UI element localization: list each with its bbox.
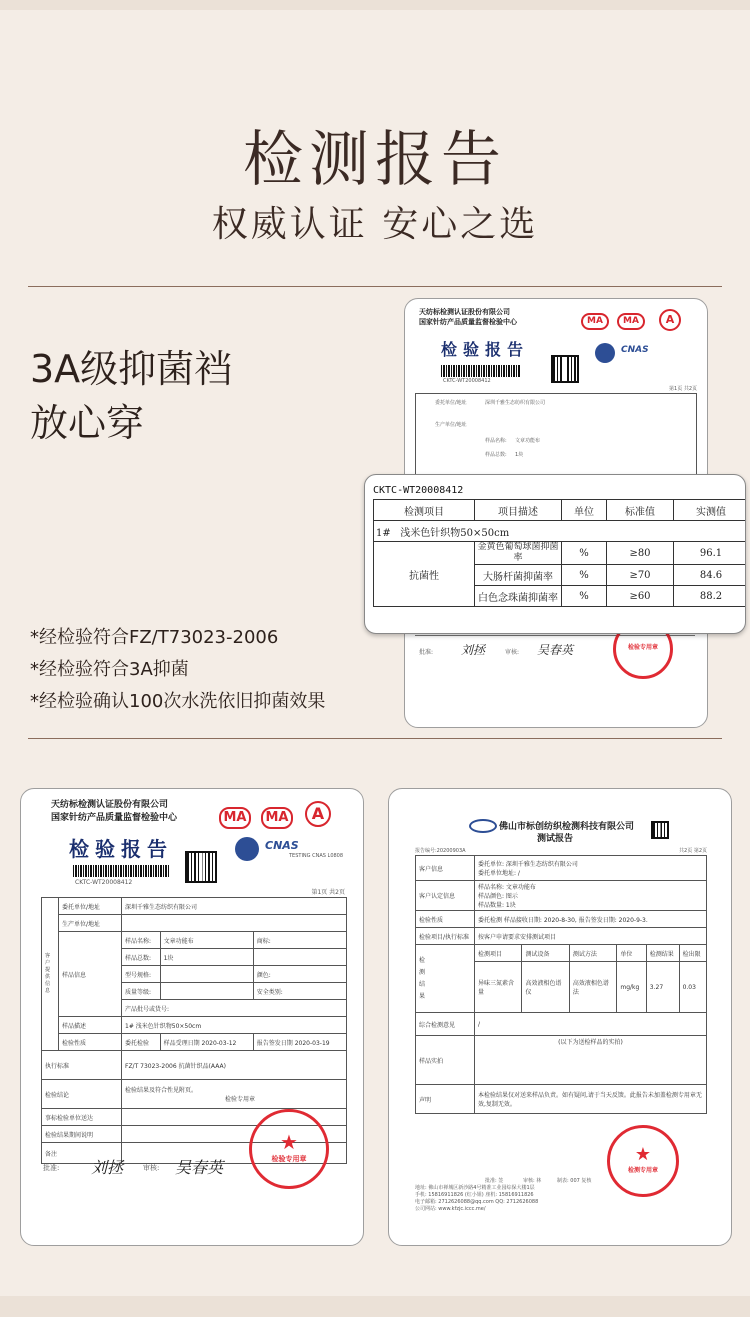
item-cell: 大肠杆菌抑菌率 [475, 565, 562, 586]
sample-id: 1# [376, 527, 391, 539]
form-label: 颜色: [253, 966, 346, 983]
page-indicator: 第1页 共2页 [311, 889, 345, 896]
report-title: 检验报告 [441, 340, 530, 359]
reviewer-signature: 吴春英 [537, 643, 574, 657]
form-label: 检验性质 [59, 1034, 122, 1051]
org-block [51, 799, 177, 825]
form-label: 产品批号或货号: [122, 1000, 347, 1017]
website: 公司网站: www.kfzjc.iccc.me/ [415, 1206, 486, 1212]
bottom-band [0, 1296, 750, 1317]
company-logo-icon [469, 819, 497, 833]
form-label: 综合检测意见 [416, 1013, 475, 1036]
client-value: 深圳千雅生态纺织有限公司 [485, 400, 546, 406]
client-name: 委托单位: 深圳千雅生态纺织有限公司 [478, 861, 578, 868]
form-label: 检验结果期间说明 [42, 1126, 122, 1143]
reviewer-label: 审核: 林 [523, 1178, 542, 1184]
report-form-top [415, 393, 697, 485]
form-label: 型号规格: [122, 966, 161, 983]
seal-text: 检测专用章 [627, 1167, 658, 1174]
sample-qty: 样品数量: 1块 [478, 902, 516, 909]
client-label: 委托单位/地址 [435, 400, 467, 406]
client-addr: 委托单位地址: / [478, 870, 520, 877]
report-card-right [388, 788, 732, 1246]
star-icon: ★ [634, 1144, 652, 1165]
page-indicator: 共2页 第2页 [679, 848, 707, 854]
item-cell: 金黄色葡萄球菌抑菌率 [475, 542, 562, 565]
form-value: 本检验结果仅对送来样品负责。如有疑问,请于当天反馈。此报告未加盖检测专用章无效,复制无效。 [475, 1085, 707, 1114]
form-label: 委托单位/地址 [59, 898, 122, 915]
ilac-logo-icon [595, 343, 615, 363]
col-header: 检测结果 [646, 945, 679, 962]
ca-mark-icon: A [305, 801, 331, 827]
approver-label: 批准: [43, 1164, 60, 1172]
form-value [160, 1034, 253, 1051]
company-name: 佛山市标创纺织检测科技有限公司 [499, 822, 635, 832]
col-header: 测试方法 [569, 945, 616, 962]
claim-line-2: 放心穿 [30, 401, 145, 445]
ma-mark-icon: MA [219, 807, 251, 829]
reviewer-label: 审核: [505, 649, 520, 656]
table-header-row [374, 500, 747, 521]
result-label: 检测结果 [419, 956, 426, 1000]
value-cell: 88.2 [674, 586, 747, 607]
report-number: 报告编号:20200903A [415, 848, 466, 854]
red-seal-icon [249, 1109, 329, 1189]
form-label: 样品信息 [59, 932, 122, 1017]
standard-cell: ≥60 [607, 586, 674, 607]
red-seal-icon [607, 1125, 679, 1197]
top-band [0, 0, 750, 10]
form-label: 样品名称: [122, 932, 161, 949]
ca-mark-icon: A [659, 309, 681, 331]
form-label: 检验结论 [42, 1080, 122, 1109]
result-cell: mg/kg [617, 962, 646, 1013]
sample-name-value: 文章功能布 [515, 438, 541, 444]
qr-code [185, 851, 217, 883]
form-value [122, 1080, 347, 1109]
producer-label: 生产单位/地址 [435, 422, 467, 428]
value-cell: 84.6 [674, 565, 747, 586]
note-item: *经检验符合FZ/T73023-2006 [30, 627, 279, 648]
receive-date-value: 2020-03-12 [201, 1039, 237, 1047]
ma-mark-icon: MA [617, 313, 645, 330]
result-cell: 高效液相色谱法 [569, 962, 616, 1013]
reviewer-signature: 吴春英 [175, 1158, 224, 1177]
col-header: 标准值 [607, 500, 674, 521]
star-icon: ★ [280, 1130, 298, 1154]
standard-cell: ≥80 [607, 542, 674, 565]
ilac-logo-icon [235, 837, 259, 861]
form-value [253, 949, 346, 966]
report-number: CKTC-WT20008412 [75, 879, 133, 886]
divider-top [28, 286, 722, 287]
form-label: 安全类别: [253, 983, 346, 1000]
item-cell: 白色念珠菌抑菌率 [475, 586, 562, 607]
qr-code [651, 821, 669, 839]
result-cell: 高效液相色谱仪 [522, 962, 569, 1013]
org-name-1: 天纺标检测认证股份有限公司 [419, 307, 510, 316]
form-value: 按客户申请要求安排测试项目 [475, 928, 707, 945]
form-value [122, 915, 347, 932]
cnas-sub: TESTING CNAS L0808 [289, 853, 344, 859]
divider-middle [28, 738, 722, 739]
results-table [373, 499, 746, 607]
result-cell: 异味三氮素含量 [475, 962, 522, 1013]
form-value: 文章功能布 [160, 932, 253, 949]
form-label: 样品总数: [122, 949, 161, 966]
report-title: 测试报告 [537, 834, 574, 844]
page-title: 检测报告 [243, 125, 507, 195]
address: 地址: 佛山市禅城区新沙路4号精准工业园综保大楼1层 [415, 1185, 535, 1191]
unit-cell: % [562, 565, 607, 586]
col-header: 检测项目 [374, 500, 475, 521]
page-subtitle: 权威认证 安心之选 [211, 204, 539, 245]
barcode [73, 865, 169, 877]
form-label: 商标: [253, 932, 346, 949]
cnas-logo: CNAS [621, 345, 649, 355]
cnas-logo: CNAS [265, 839, 299, 852]
approver-signature: 刘拯 [461, 643, 486, 657]
zoomed-results-table [364, 474, 746, 634]
form-label: 客户信息 [416, 856, 475, 881]
col-header: 检测项目 [475, 945, 522, 962]
sample-row-cell [374, 521, 747, 542]
form-label: 样品描述 [59, 1017, 122, 1034]
report-card-left [20, 788, 364, 1246]
ma-mark-icon: MA [261, 807, 293, 829]
col-header: 单位 [617, 945, 646, 962]
sample-color: 样品颜色: 图示 [478, 893, 518, 900]
col-header: 检出限 [679, 945, 706, 962]
phone: 手机: 15816911826 (红小姐) 座机: 15816911826 [415, 1192, 534, 1198]
form-label: 客户认定信息 [416, 881, 475, 911]
report-number: CKTC-WT20008412 [443, 378, 491, 384]
notes-list [30, 622, 325, 718]
receive-date-label: 样品受理日期 [163, 1039, 200, 1047]
table-row [374, 542, 747, 565]
sample-name-label: 样品名称: [485, 438, 507, 444]
form-value: 深圳千雅生态纺织有限公司 [122, 898, 347, 915]
col-header: 测试设备 [522, 945, 569, 962]
ma-mark-icon: MA [581, 313, 609, 330]
seal-text: 检验专用章 [271, 1155, 307, 1163]
issue-date-value: 2020-03-19 [294, 1039, 330, 1047]
col-header: 项目描述 [475, 500, 562, 521]
contact-block [415, 1185, 538, 1213]
category-cell: 抗菌性 [374, 542, 475, 607]
side-label-text: 客户提供信息 [45, 953, 51, 994]
barcode [441, 365, 521, 377]
org-name-1: 天纺标检测认证股份有限公司 [51, 800, 169, 810]
col-header: 单位 [562, 500, 607, 521]
form-value: 1块 [160, 949, 253, 966]
form-value [253, 1034, 346, 1051]
form-label: 样品实拍 [416, 1036, 475, 1085]
form-value [160, 966, 253, 983]
sample-count-value: 1块 [515, 452, 524, 458]
form-value [475, 881, 707, 911]
form-value [160, 983, 253, 1000]
side-label [42, 898, 59, 1051]
result-cell: 3.27 [646, 962, 679, 1013]
form-label [416, 945, 475, 1013]
note-item: *经检验确认100次水洗依旧抑菌效果 [30, 691, 326, 712]
sample-count-label: 样品总数: [485, 452, 507, 458]
issue-date-label: 报告签发日期 [256, 1039, 293, 1047]
form-label: 声明 [416, 1085, 475, 1114]
form-label: 备注 [42, 1143, 122, 1164]
qr-code [551, 355, 579, 383]
standard-cell: ≥70 [607, 565, 674, 586]
form-label: 执行标准 [42, 1051, 122, 1080]
form-value: 委托检测 样品接收日期: 2020-8-30, 报告签发日期: 2020-9-3. [475, 911, 707, 928]
approver-label: 批准: [419, 649, 434, 656]
claim-line-1: 3A级抑菌裆 [30, 347, 233, 391]
form-value [475, 856, 707, 881]
org-name-2: 国家针纺产品质量监督检验中心 [419, 317, 517, 326]
form-value: (以下为送检样品的实拍) [475, 1036, 707, 1085]
form-label: 检验项目/执行标准 [416, 928, 475, 945]
zoom-report-number: CKTC-WT20008412 [373, 485, 464, 496]
org-name-2: 国家针纺产品质量监督检验中心 [51, 813, 178, 823]
form-label: 质量等级: [122, 983, 161, 1000]
approver-label: 批准: 签 [485, 1178, 504, 1184]
form-label: 检验性质 [416, 911, 475, 928]
org-block [419, 307, 517, 327]
col-header: 实测值 [674, 500, 747, 521]
form-label: 事标检验单位送达 [42, 1109, 122, 1126]
form-label: 生产单位/地址 [59, 915, 122, 932]
page-indicator: 第1页 共2页 [669, 386, 697, 392]
table-row [374, 521, 747, 542]
form-value: 委托检验 [122, 1034, 161, 1051]
email: 电子邮箱: 2712626088@qq.com QQ: 2712626088 [415, 1199, 539, 1205]
value-cell: 96.1 [674, 542, 747, 565]
form-value: / [475, 1013, 707, 1036]
sample-desc: 浅米色针织物50×50cm [400, 527, 510, 539]
test-report-table [415, 855, 707, 1114]
seal-text: 检验专用章 [627, 644, 658, 651]
result-cell: 0.03 [679, 962, 706, 1013]
note-item: *经检验符合3A抑菌 [30, 659, 189, 680]
sample-name: 样品名称: 文章功能布 [478, 884, 536, 891]
approver-signature: 刘拯 [91, 1158, 124, 1177]
form-value: FZ/T 73023-2006 抗菌针织品(AAA) [122, 1051, 347, 1080]
unit-cell: % [562, 586, 607, 607]
reviewer-label: 审核: [143, 1164, 160, 1172]
form-value: 1# 浅米色针织物50×50cm [122, 1017, 347, 1034]
report-title: 检验报告 [69, 837, 173, 861]
stamp-note: 检验专用章 [225, 1096, 256, 1103]
unit-cell: % [562, 542, 607, 565]
maker-label: 制表: 007 复核 [557, 1178, 592, 1184]
conclusion-value: 检验结果及符合性见附页。 [125, 1087, 198, 1094]
